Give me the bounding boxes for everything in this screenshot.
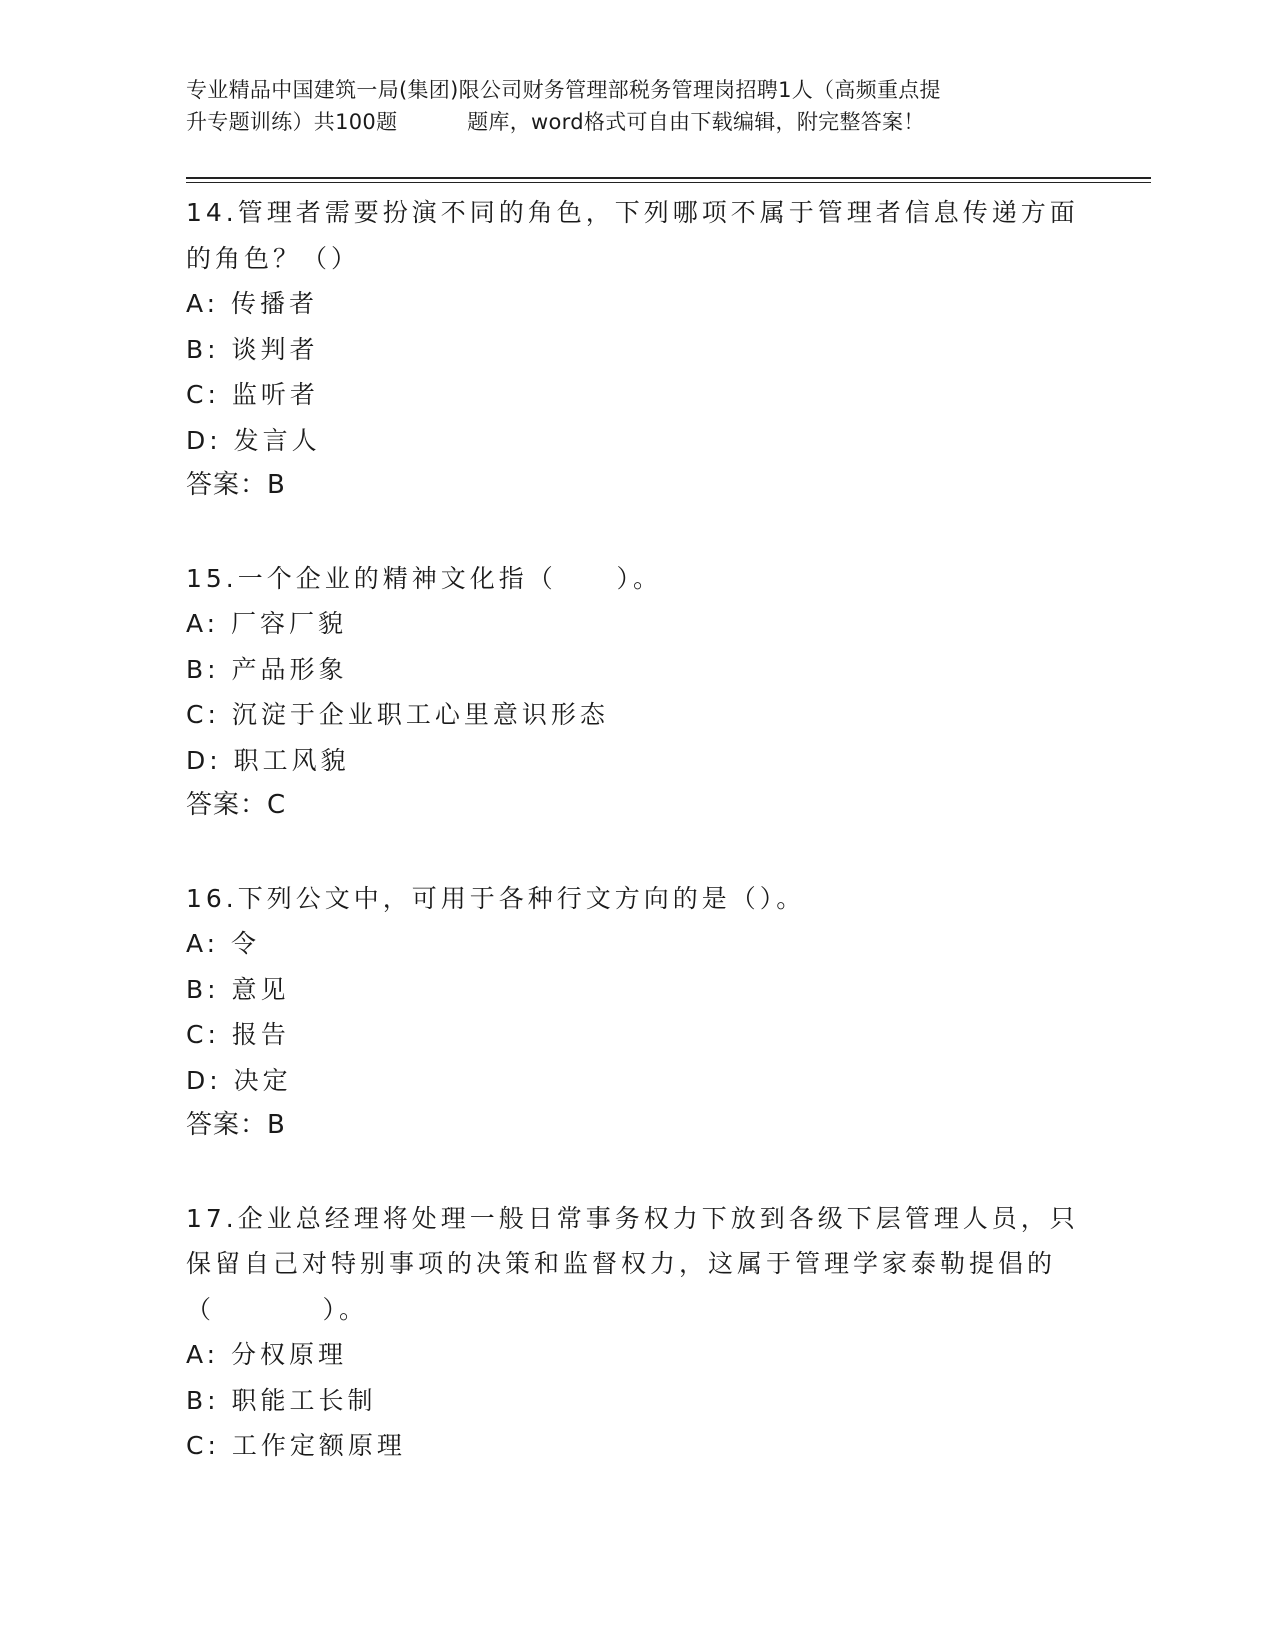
question-14 [186,190,1086,509]
option-b: B: 职能工长制 [186,1385,377,1415]
question-stem: 16.下列公文中，可用于各种行文方向的是（）。 [186,883,806,913]
option-b: B: 谈判者 [186,334,319,364]
option-d: D: 发言人 [186,425,321,455]
question-stem: 14.管理者需要扮演不同的角色，下列哪项不属于管理者信息传递方面 [186,198,1079,227]
question-stem: （ ）。 [186,1294,369,1324]
header-title-line-2: 升专题训练）共100题 题库，word格式可自由下载编辑，附完整答案！ [186,110,925,134]
answer-line: 答案：B [186,1110,286,1140]
question-15 [186,556,1086,829]
option-a: A: 传播者 [186,289,319,318]
option-list [186,1332,1086,1469]
option-c: C: 沉淀于企业职工心里意识形态 [186,700,609,729]
option-c: C: 工作定额原理 [186,1431,406,1460]
option-d: D: 决定 [186,1065,292,1095]
question-stem: 的角色？（） [186,243,361,273]
option-list [186,921,1086,1103]
header-title-line-1: 专业精品中国建筑一局(集团)限公司财务管理部税务管理岗招聘1人（高频重点提 [186,78,941,102]
question-stem: 15.一个企业的精神文化指（ ）。 [186,563,662,593]
option-a: A: 厂容厂貌 [186,609,348,638]
option-a: A: 分权原理 [186,1340,348,1369]
question-stem: 17.企业总经理将处理一般日常事务权力下放到各级下层管理人员，只 [186,1203,1079,1233]
question-list [186,190,1086,1516]
option-a: A: 令 [186,929,261,958]
answer-line: 答案：C [186,790,287,820]
option-b: B: 产品形象 [186,654,348,684]
header-divider-thin [186,182,1151,183]
question-17 [186,1196,1086,1469]
question-16 [186,876,1086,1149]
header-divider-thick [186,177,1151,179]
option-list [186,281,1086,463]
question-stem: 保留自己对特别事项的决策和监督权力，这属于管理学家泰勒提倡的 [186,1249,1057,1278]
page-header [186,74,1086,138]
option-d: D: 职工风貌 [186,745,350,775]
option-c: C: 报告 [186,1020,290,1049]
option-c: C: 监听者 [186,380,319,409]
answer-line: 答案：B [186,470,286,500]
option-list [186,601,1086,783]
option-b: B: 意见 [186,974,290,1004]
